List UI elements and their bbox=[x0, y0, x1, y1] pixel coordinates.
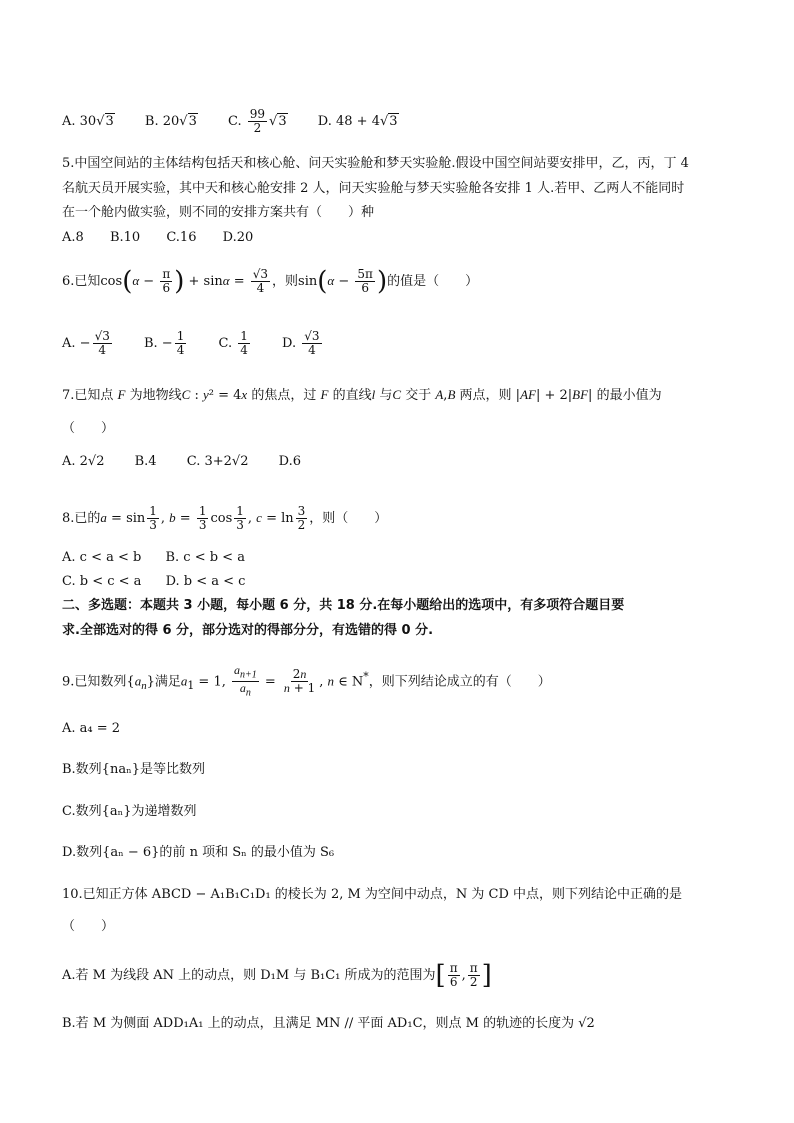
q7-option-c: C. 3+2√2 bbox=[186, 454, 249, 469]
q6-stem: 6.已知cos(α − $\frac{\pi}{6}$ ) + sinα = $\frac{√3}{4}$ ，则sin(α − $\frac{5\pi}{6}$ )的值是（ ） bbox=[62, 266, 479, 297]
q4-options bbox=[62, 108, 425, 135]
q6-options bbox=[62, 330, 350, 357]
q10-line-2: （ ） bbox=[62, 919, 115, 934]
q7-option-b: B.4 bbox=[134, 454, 157, 469]
q7-options bbox=[62, 453, 327, 471]
q5-line-1: 5.中国空间站的主体结构包括天和核心舱、问天实验舱和梦天实验舱.假设中国空间站要安排甲，乙，丙，丁 4 bbox=[62, 156, 689, 171]
q9-option-b: B.数列{naₙ}是等比数列 bbox=[62, 762, 205, 777]
q10-option-b: B.若 M 为侧面 ADD₁A₁ 上的动点，且满足 MN // 平面 AD₁C，则点 M 的轨迹的长度为 √2 bbox=[62, 1016, 595, 1031]
q9-stem: 9.已知数列$\{a_n\}$满足$a_1 = 1$, $\frac{a_{n+1}}{a_n}$ = $\frac{2n}{n + 1}$ , n ∈ N*，则下列结论成立的有（ ） bbox=[62, 663, 551, 699]
section-2-heading-line-2: 求.全部选对的得 6 分，部分选对的得部分分，有选错的得 0 分. bbox=[62, 623, 434, 638]
q4-option-c: C. $\frac{99}{2}$ √3 bbox=[228, 107, 287, 135]
q9-option-a: A. a₄ = 2 bbox=[62, 721, 121, 736]
q7-option-a: A. 2√2 bbox=[62, 454, 105, 469]
q8-stem: 8.已的a = sin $\frac{1}{3}$ , b = $\frac{1}{3}$ cos $\frac{1}{3}$ , c = ln $\frac{3}{2}$ ，则（ ） bbox=[62, 504, 388, 532]
q9-option-c: C.数列{aₙ}为递增数列 bbox=[62, 804, 197, 819]
q10-line-1: 10.已知正方体 ABCD − A₁B₁C₁D₁ 的棱长为 2, M 为空间中动点，N 为 CD 中点，则下列结论中正确的是 bbox=[62, 887, 683, 902]
q8-options-row-1 bbox=[62, 549, 271, 567]
q6-option-a: A. − $\frac{√3}{4}$ bbox=[62, 329, 110, 357]
q7-stem: 7.已知点 F 为地物线C : y² = 4x 的焦点，过 F 的直线l 与C 交于 A,B 两点，则 |AF| + 2|BF| 的最小值为 bbox=[62, 387, 662, 403]
q6-option-b: B. − $\frac{1}{4}$ bbox=[143, 329, 185, 357]
q8-options-row-2 bbox=[62, 573, 271, 591]
q4-option-b: B. 20√3 bbox=[144, 114, 197, 129]
q7-option-d: D.6 bbox=[278, 454, 301, 469]
q5-option-d: D.20 bbox=[222, 230, 254, 245]
q10-option-a: A.若 M 为线段 AN 上的动点，则 D₁M 与 B₁C₁ 所成为的范围为[ $\frac{\pi}{6}$ , $\frac{\pi}{2}$ ] bbox=[62, 960, 492, 991]
q6-mid: ，则 bbox=[272, 274, 299, 289]
q8-option-c: C. b < c < a bbox=[62, 574, 142, 589]
q5-options bbox=[62, 229, 279, 247]
q7-line-2: （ ） bbox=[62, 421, 115, 436]
q5-option-b: B.10 bbox=[109, 230, 141, 245]
q6-prefix: 6.已知 bbox=[62, 274, 101, 289]
q8-option-b: B. c < b < a bbox=[165, 550, 245, 565]
q8-option-a: A. c < a < b bbox=[62, 550, 142, 565]
q6-option-c: C. $\frac{1}{4}$ bbox=[218, 329, 248, 357]
q5-option-a: A.8 bbox=[62, 230, 84, 245]
q4-option-d: D. 48 + 4√3 bbox=[317, 114, 398, 129]
section-2-heading-line-1: 二、多选题：本题共 3 小题，每小题 6 分，共 18 分.在每小题给出的选项中，有多项符合题目要 bbox=[62, 598, 625, 613]
q6-option-d: D. $\frac{√3}{4}$ bbox=[282, 329, 320, 357]
q9-option-d: D.数列{aₙ − 6}的前 n 项和 Sₙ 的最小值为 S₆ bbox=[62, 845, 335, 860]
q5-line-2: 名航天员开展实验，其中天和核心舱安排 2 人，问天实验舱与梦天实验舱各安排 1 人.若甲、乙两人不能同时 bbox=[62, 181, 685, 196]
q6-suffix: 的值是（ ） bbox=[387, 274, 479, 289]
q4-option-a: A. 30√3 bbox=[62, 114, 114, 129]
q8-option-d: D. b < a < c bbox=[165, 574, 246, 589]
q5-option-c: C.16 bbox=[166, 230, 197, 245]
q5-line-3: 在一个舱内做实验，则不同的安排方案共有（ ）种 bbox=[62, 205, 375, 220]
